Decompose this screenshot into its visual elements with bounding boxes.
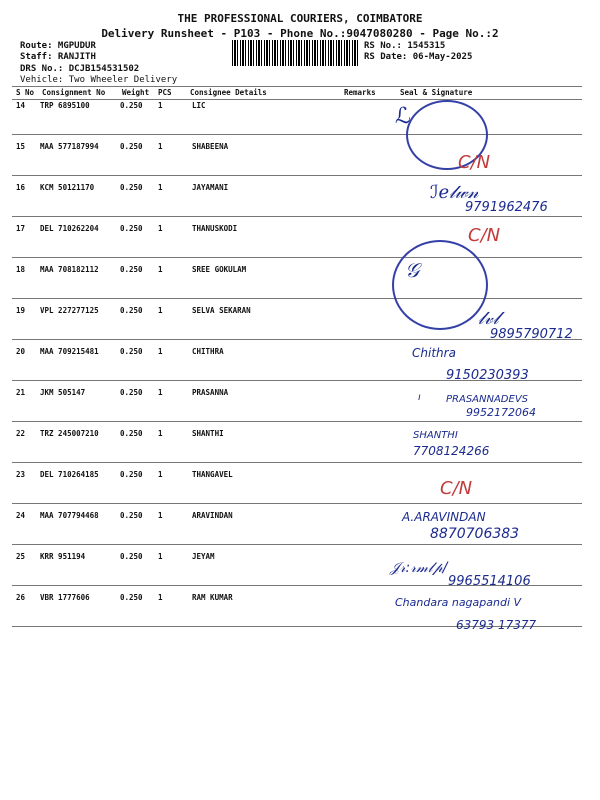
row-pcs: 1 (158, 552, 163, 561)
row-weight: 0.250 (120, 470, 143, 479)
row-pcs: 1 (158, 347, 163, 356)
row-consignment: DEL 710262204 (40, 224, 99, 233)
cn-mark: C/N (468, 225, 501, 246)
name-prasanna: PRASANNADEVS (446, 394, 529, 405)
row-divider (12, 175, 582, 176)
row-weight: 0.250 (120, 101, 143, 110)
row-weight: 0.250 (120, 224, 143, 233)
phone-ramkumar: 63793 17377 (456, 618, 537, 632)
col-consignment: Consignment No (42, 88, 106, 97)
row-consignment: KRR 951194 (40, 552, 86, 561)
rs-number: RS No.: 1545315 (364, 41, 446, 51)
row-consignee: SHABEENA (192, 142, 229, 151)
row-consignee: THANUSKODI (192, 224, 238, 233)
staff-label: Staff: RANJITH (20, 52, 96, 62)
col-weight: Weight (122, 88, 150, 97)
signature: ℒ (395, 104, 411, 129)
row-pcs: 1 (158, 470, 163, 479)
signature: ı (418, 392, 421, 403)
row-sno: 15 (16, 142, 26, 151)
row-divider (12, 298, 582, 299)
row-weight: 0.250 (120, 265, 143, 274)
header-bottom-rule (12, 99, 582, 100)
row-weight: 0.250 (120, 511, 143, 520)
row-weight: 0.250 (120, 388, 143, 397)
row-consignment: MAA 708182112 (40, 265, 99, 274)
row-divider (12, 544, 582, 545)
row-sno: 18 (16, 265, 26, 274)
col-consignee: Consignee Details (190, 88, 267, 97)
seal-stamp (392, 240, 488, 330)
row-weight: 0.250 (120, 183, 143, 192)
row-weight: 0.250 (120, 347, 143, 356)
name-shanthi: SHANTHI (413, 430, 458, 441)
phone-jayamani: 9791962476 (465, 200, 548, 215)
row-consignment: MAA 707794468 (40, 511, 99, 520)
name-chithra: Chithra (412, 346, 456, 360)
row-sno: 22 (16, 429, 26, 438)
row-weight: 0.250 (120, 552, 143, 561)
cn-mark: C/N (458, 152, 491, 173)
row-consignee: THANGAVEL (192, 470, 233, 479)
vehicle-label: Vehicle: Two Wheeler Delivery (20, 75, 178, 85)
row-consignee: LIC (192, 101, 206, 110)
row-sno: 14 (16, 101, 26, 110)
row-consignee: PRASANNA (192, 388, 229, 397)
row-pcs: 1 (158, 388, 163, 397)
runsheet-subtitle: Delivery Runsheet - P103 - Phone No.:9047080280 - Page No.:2 (101, 27, 499, 40)
header-top-rule (12, 86, 582, 87)
row-sno: 25 (16, 552, 26, 561)
row-pcs: 1 (158, 429, 163, 438)
row-sno: 24 (16, 511, 26, 520)
row-pcs: 1 (158, 511, 163, 520)
row-consignment: DEL 710264185 (40, 470, 99, 479)
name-ramkumar: Chandara nagapandi V (395, 596, 522, 609)
row-pcs: 1 (158, 593, 163, 602)
signature: 𝓁𝓋𝓁 (478, 308, 499, 329)
signature: 𝒥𝓇:𝓇𝓂𝓁𝓅/ (390, 560, 448, 576)
row-consignment: TRZ 245007210 (40, 429, 99, 438)
row-pcs: 1 (158, 101, 163, 110)
row-sno: 20 (16, 347, 26, 356)
barcode (232, 40, 358, 66)
name-aravindan: A.ARAVINDAN (402, 510, 486, 524)
phone-shanthi: 7708124266 (413, 444, 490, 458)
row-consignee: JEYAM (192, 552, 215, 561)
phone-aravindan: 8870706383 (430, 526, 520, 542)
row-consignment: JKM 505147 (40, 388, 86, 397)
col-seal: Seal & Signature (400, 88, 473, 97)
row-sno: 21 (16, 388, 26, 397)
drs-number: DRS No.: DCJB154531502 (20, 64, 140, 74)
phone-selva: 9895790712 (490, 327, 573, 342)
phone-prasanna: 9952172064 (466, 406, 536, 419)
cn-mark: C/N (440, 478, 473, 499)
rs-date: RS Date: 06-May-2025 (364, 52, 473, 62)
col-pcs: PCS (158, 88, 172, 97)
row-divider (12, 257, 582, 258)
row-pcs: 1 (158, 224, 163, 233)
row-divider (12, 462, 582, 463)
row-consignee: SREE GOKULAM (192, 265, 247, 274)
row-pcs: 1 (158, 142, 163, 151)
row-divider (12, 134, 582, 135)
col-sno: S No (16, 88, 35, 97)
row-consignment: VBR 1777606 (40, 593, 90, 602)
row-consignee: CHITHRA (192, 347, 224, 356)
row-weight: 0.250 (120, 593, 143, 602)
col-remarks: Remarks (344, 88, 376, 97)
phone-chithra: 9150230393 (446, 368, 529, 383)
row-consignee: RAM KUMAR (192, 593, 233, 602)
row-weight: 0.250 (120, 429, 143, 438)
row-consignee: SELVA SEKARAN (192, 306, 251, 315)
row-consignment: VPL 227277125 (40, 306, 99, 315)
row-consignment: MAA 577187994 (40, 142, 99, 151)
row-consignee: ARAVINDAN (192, 511, 233, 520)
company-title: THE PROFESSIONAL COURIERS, COIMBATORE (177, 12, 423, 25)
row-consignment: MAA 709215481 (40, 347, 99, 356)
row-divider (12, 216, 582, 217)
row-consignee: SHANTHI (192, 429, 224, 438)
row-sno: 17 (16, 224, 26, 233)
row-pcs: 1 (158, 265, 163, 274)
row-weight: 0.250 (120, 142, 143, 151)
signature: ℐℯ𝓁𝓌𝓃 (430, 182, 479, 203)
row-consignee: JAYAMANI (192, 183, 229, 192)
row-pcs: 1 (158, 183, 163, 192)
row-consignment: TRP 6895100 (40, 101, 90, 110)
row-sno: 23 (16, 470, 26, 479)
row-sno: 19 (16, 306, 26, 315)
row-divider (12, 421, 582, 422)
row-sno: 26 (16, 593, 26, 602)
signature: 𝒢 (405, 258, 420, 282)
route-label: Route: MGPUDUR (20, 41, 96, 51)
row-divider (12, 503, 582, 504)
row-sno: 16 (16, 183, 26, 192)
phone-jeyam: 9965514106 (448, 574, 531, 589)
row-weight: 0.250 (120, 306, 143, 315)
row-pcs: 1 (158, 306, 163, 315)
row-consignment: KCM 50121170 (40, 183, 95, 192)
